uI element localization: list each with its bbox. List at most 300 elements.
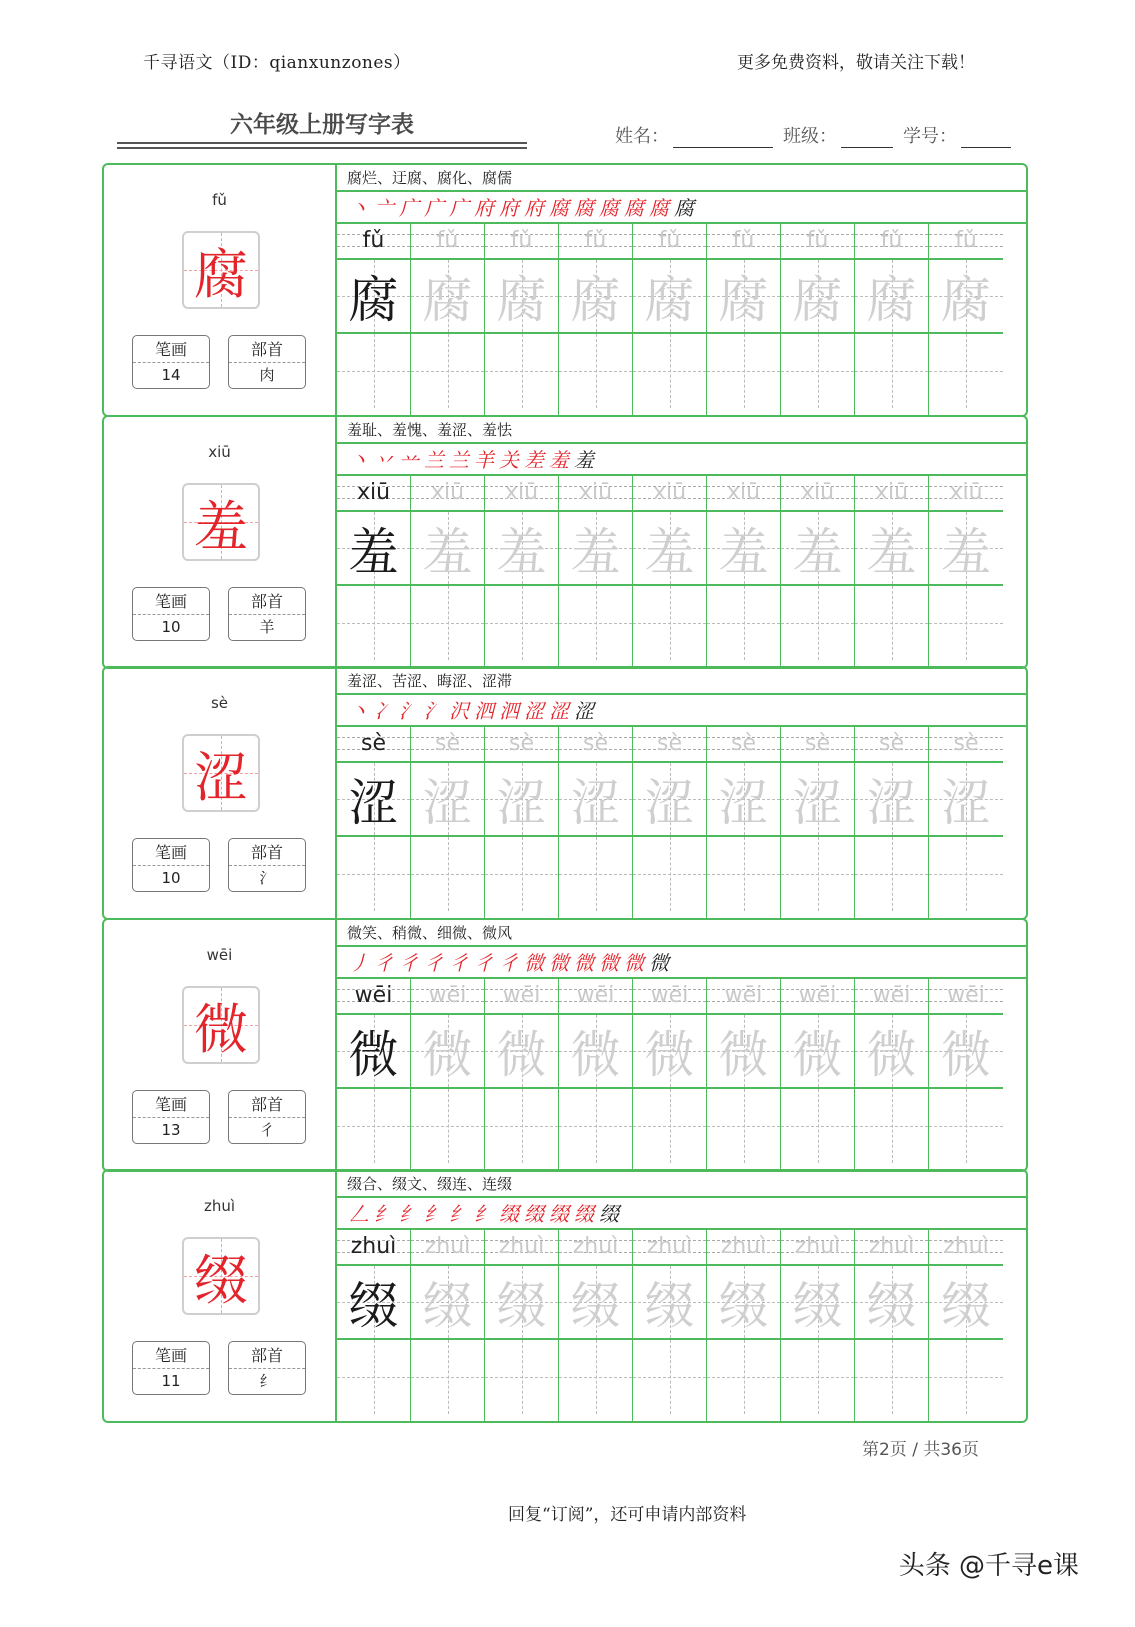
blank-writing-cell[interactable]	[929, 1089, 1003, 1163]
stroke-step: 缀	[524, 1202, 549, 1226]
radical-value: 羊	[259, 618, 275, 636]
pinyin-cell[interactable]: fǔ	[855, 224, 928, 260]
blank-writing-cell[interactable]	[485, 334, 558, 408]
stroke-step: 纟	[399, 1202, 424, 1226]
practice-column	[707, 476, 781, 669]
trace-cell[interactable]: 缀	[855, 1266, 928, 1340]
trace-cell[interactable]: 羞	[781, 512, 854, 586]
character-pinyin: wēi	[206, 946, 233, 964]
practice-column	[929, 727, 1003, 920]
blank-writing-cell[interactable]	[633, 1089, 706, 1163]
pinyin-cell[interactable]: wēi	[855, 979, 928, 1015]
blank-writing-cell[interactable]	[559, 1340, 632, 1414]
blank-writing-cell[interactable]	[707, 1089, 780, 1163]
blank-writing-cell[interactable]	[855, 334, 928, 408]
source-label: 千寻语文（ID：qianxunzones）	[143, 53, 411, 73]
pinyin-cell[interactable]: wēi	[707, 979, 780, 1015]
pinyin-cell[interactable]: wēi	[929, 979, 1003, 1015]
blank-writing-cell[interactable]	[633, 1340, 706, 1414]
pinyin-cell[interactable]: zhuì	[559, 1230, 632, 1266]
practice-column	[411, 727, 485, 920]
practice-column	[707, 979, 781, 1172]
stroke-step: 腐	[549, 196, 574, 220]
practice-column	[781, 979, 855, 1172]
trace-cell[interactable]: 缀	[781, 1266, 854, 1340]
pinyin-cell[interactable]: xiū	[707, 476, 780, 512]
trace-cell[interactable]: 腐	[781, 260, 854, 334]
trace-cell[interactable]: 涩	[929, 763, 1003, 837]
stroke-step: 腐	[599, 196, 624, 220]
practice-column	[781, 476, 855, 669]
stroke-step: 氵	[399, 699, 424, 723]
practice-column	[485, 224, 559, 417]
practice-column	[337, 1230, 411, 1423]
pinyin-cell[interactable]: sè	[633, 727, 706, 763]
practice-column	[929, 476, 1003, 669]
blank-writing-cell[interactable]	[781, 586, 854, 660]
character-pinyin: sè	[210, 694, 229, 712]
blank-writing-cell[interactable]	[559, 334, 632, 408]
character-info	[104, 1171, 337, 1421]
trace-cell[interactable]: 涩	[633, 763, 706, 837]
stroke-count-value: 14	[161, 366, 181, 384]
character-box	[182, 986, 260, 1064]
practice-column	[855, 979, 929, 1172]
blank-writing-cell[interactable]	[781, 837, 854, 911]
stroke-step: 腐	[649, 196, 674, 220]
practice-column	[337, 224, 411, 417]
stroke-step: 纟	[424, 1202, 449, 1226]
pinyin-cell[interactable]: zhuì	[337, 1230, 410, 1266]
practice-column	[633, 224, 707, 417]
stroke-step: 关	[499, 448, 524, 472]
practice-column	[337, 727, 411, 920]
trace-cell[interactable]: 缀	[929, 1266, 1003, 1340]
stroke-step: 府	[499, 196, 524, 220]
trace-cell[interactable]: 微	[485, 1015, 558, 1089]
radical-value: 氵	[259, 869, 275, 887]
radical-box	[228, 335, 306, 389]
character-box	[182, 231, 260, 309]
blank-writing-cell[interactable]	[707, 334, 780, 408]
blank-writing-cell[interactable]	[633, 837, 706, 911]
practice-column	[337, 476, 411, 669]
character-card	[102, 163, 1028, 417]
stroke-step: 泗	[474, 699, 499, 723]
blank-writing-cell[interactable]	[411, 586, 484, 660]
stroke-step: 兰	[449, 448, 474, 472]
trace-cell[interactable]: 羞	[929, 512, 1003, 586]
practice-column	[707, 1230, 781, 1423]
blank-writing-cell[interactable]	[559, 586, 632, 660]
stroke-step: 丶	[349, 196, 374, 220]
trace-cell[interactable]: 涩	[855, 763, 928, 837]
stroke-step: 彳	[424, 951, 449, 975]
pinyin-cell[interactable]: xiū	[485, 476, 558, 512]
pinyin-cell[interactable]: fǔ	[411, 224, 484, 260]
pinyin-cell[interactable]: xiū	[559, 476, 632, 512]
blank-writing-cell[interactable]	[929, 586, 1003, 660]
student-id-label: 学号：	[903, 126, 957, 147]
practice-column	[559, 727, 633, 920]
stroke-step: 䒑	[399, 448, 424, 472]
stroke-count-value: 11	[161, 1372, 181, 1390]
stroke-step: 府	[524, 196, 549, 220]
blank-writing-cell[interactable]	[707, 1340, 780, 1414]
pinyin-cell[interactable]: sè	[855, 727, 928, 763]
stroke-step: 涩	[574, 699, 599, 723]
trace-cell[interactable]: 腐	[485, 260, 558, 334]
practice-column	[633, 727, 707, 920]
trace-cell[interactable]: 腐	[633, 260, 706, 334]
trace-cell[interactable]: 羞	[411, 512, 484, 586]
practice-area	[337, 920, 1026, 1170]
practice-column	[411, 476, 485, 669]
blank-writing-cell[interactable]	[707, 837, 780, 911]
radical-value: 彳	[259, 1121, 275, 1139]
pinyin-cell[interactable]: wēi	[559, 979, 632, 1015]
blank-writing-cell[interactable]	[485, 1089, 558, 1163]
trace-cell[interactable]: 腐	[559, 260, 632, 334]
practice-column	[855, 476, 929, 669]
pinyin-cell[interactable]: fǔ	[707, 224, 780, 260]
pinyin-cell[interactable]: fǔ	[633, 224, 706, 260]
stroke-count-box	[132, 1090, 210, 1144]
blank-writing-cell[interactable]	[855, 1340, 928, 1414]
trace-cell[interactable]: 羞	[485, 512, 558, 586]
pinyin-cell[interactable]: sè	[337, 727, 410, 763]
stroke-step: 广	[449, 196, 474, 220]
practice-column	[411, 224, 485, 417]
trace-cell[interactable]: 腐	[411, 260, 484, 334]
practice-area	[337, 417, 1026, 667]
writing-grid	[337, 727, 1026, 920]
pinyin-cell[interactable]: xiū	[781, 476, 854, 512]
stroke-count-value: 13	[161, 1121, 181, 1139]
stroke-step: 羞	[549, 448, 574, 472]
practice-column	[337, 979, 411, 1172]
stroke-step: 丿	[349, 951, 374, 975]
blank-writing-cell[interactable]	[929, 837, 1003, 911]
stroke-order	[337, 695, 1026, 727]
practice-column	[929, 979, 1003, 1172]
character-box	[182, 483, 260, 561]
pinyin-cell[interactable]: xiū	[633, 476, 706, 512]
character-card	[102, 918, 1028, 1172]
radical-value: 肉	[259, 366, 275, 384]
character: 微	[194, 997, 248, 1061]
trace-cell[interactable]: 羞	[559, 512, 632, 586]
trace-cell[interactable]: 羞	[337, 512, 410, 586]
stroke-step: 纟	[474, 1202, 499, 1226]
trace-cell[interactable]: 微	[559, 1015, 632, 1089]
trace-cell[interactable]: 微	[633, 1015, 706, 1089]
practice-column	[781, 1230, 855, 1423]
stroke-count-box	[132, 335, 210, 389]
blank-writing-cell[interactable]	[337, 1340, 410, 1414]
watermark: 头条 @千寻e课	[898, 1551, 1079, 1581]
trace-cell[interactable]: 缀	[485, 1266, 558, 1340]
practice-column	[633, 476, 707, 669]
pinyin-cell[interactable]: zhuì	[633, 1230, 706, 1266]
writing-grid	[337, 1230, 1026, 1423]
radical-label: 部首	[229, 839, 305, 866]
practice-column	[559, 224, 633, 417]
blank-writing-cell[interactable]	[855, 586, 928, 660]
stroke-step: 腐	[674, 196, 699, 220]
stroke-step: 羊	[474, 448, 499, 472]
trace-cell[interactable]: 微	[781, 1015, 854, 1089]
blank-writing-cell[interactable]	[485, 837, 558, 911]
trace-cell[interactable]: 缀	[559, 1266, 632, 1340]
blank-writing-cell[interactable]	[411, 1089, 484, 1163]
stroke-order	[337, 192, 1026, 224]
trace-cell[interactable]: 羞	[707, 512, 780, 586]
stroke-step: 微	[599, 951, 624, 975]
pinyin-cell[interactable]: fǔ	[559, 224, 632, 260]
practice-area	[337, 1171, 1026, 1421]
practice-column	[781, 727, 855, 920]
character-info	[104, 165, 337, 415]
pinyin-cell[interactable]: sè	[781, 727, 854, 763]
practice-column	[781, 224, 855, 417]
practice-column	[411, 979, 485, 1172]
character-pinyin: zhuì	[203, 1197, 236, 1215]
trace-cell[interactable]: 腐	[707, 260, 780, 334]
blank-writing-cell[interactable]	[929, 1340, 1003, 1414]
trace-cell[interactable]: 缀	[411, 1266, 484, 1340]
pinyin-cell[interactable]: wēi	[781, 979, 854, 1015]
pinyin-cell[interactable]: sè	[411, 727, 484, 763]
stroke-step: 差	[524, 448, 549, 472]
trace-cell[interactable]: 涩	[337, 763, 410, 837]
blank-writing-cell[interactable]	[929, 334, 1003, 408]
trace-cell[interactable]: 微	[411, 1015, 484, 1089]
practice-column	[929, 224, 1003, 417]
radical-box	[228, 587, 306, 641]
pinyin-cell[interactable]: xiū	[929, 476, 1003, 512]
trace-cell[interactable]: 羞	[633, 512, 706, 586]
stroke-count-label: 笔画	[133, 336, 209, 363]
character-card	[102, 666, 1028, 920]
pinyin-cell[interactable]: sè	[929, 727, 1003, 763]
stroke-step: 广	[399, 196, 424, 220]
page-title: 六年级上册写字表	[230, 112, 414, 138]
blank-writing-cell[interactable]	[411, 334, 484, 408]
pinyin-cell[interactable]: xiū	[855, 476, 928, 512]
pinyin-cell[interactable]: zhuì	[411, 1230, 484, 1266]
stroke-step: 涩	[524, 699, 549, 723]
stroke-step: 𠃋	[349, 1202, 374, 1226]
trace-cell[interactable]: 微	[929, 1015, 1003, 1089]
pinyin-cell[interactable]: fǔ	[929, 224, 1003, 260]
pinyin-cell[interactable]: zhuì	[855, 1230, 928, 1266]
stroke-step: 氵	[424, 699, 449, 723]
character-info	[104, 668, 337, 918]
blank-writing-cell[interactable]	[707, 586, 780, 660]
name-field[interactable]	[673, 126, 773, 148]
stroke-count-value: 10	[161, 869, 181, 887]
stroke-step: 彳	[499, 951, 524, 975]
radical-label: 部首	[229, 1342, 305, 1369]
vocabulary-words: 腐烂、迂腐、腐化、腐儒	[337, 165, 1026, 192]
blank-writing-cell[interactable]	[337, 1089, 410, 1163]
stroke-order	[337, 1198, 1026, 1230]
trace-cell[interactable]: 腐	[337, 260, 410, 334]
trace-cell[interactable]: 涩	[485, 763, 558, 837]
radical-box	[228, 838, 306, 892]
trace-cell[interactable]: 缀	[633, 1266, 706, 1340]
practice-column	[855, 1230, 929, 1423]
character-card	[102, 1169, 1028, 1423]
trace-cell[interactable]: 涩	[707, 763, 780, 837]
blank-writing-cell[interactable]	[411, 1340, 484, 1414]
stroke-step: 丷	[374, 448, 399, 472]
practice-column	[633, 979, 707, 1172]
stroke-step: 府	[474, 196, 499, 220]
blank-writing-cell[interactable]	[855, 1089, 928, 1163]
pinyin-cell[interactable]: wēi	[633, 979, 706, 1015]
writing-grid	[337, 979, 1026, 1172]
blank-writing-cell[interactable]	[781, 1089, 854, 1163]
stroke-step: 彳	[374, 951, 399, 975]
pinyin-cell[interactable]: xiū	[411, 476, 484, 512]
blank-writing-cell[interactable]	[559, 837, 632, 911]
pinyin-cell[interactable]: zhuì	[485, 1230, 558, 1266]
radical-box	[228, 1341, 306, 1395]
character-pinyin: xiū	[208, 443, 231, 461]
blank-writing-cell[interactable]	[485, 1340, 558, 1414]
pinyin-cell[interactable]: sè	[559, 727, 632, 763]
radical-label: 部首	[229, 1091, 305, 1118]
radical-label: 部首	[229, 588, 305, 615]
pinyin-cell[interactable]: wēi	[337, 979, 410, 1015]
stroke-step: 彳	[399, 951, 424, 975]
writing-grid	[337, 224, 1026, 417]
pinyin-cell[interactable]: zhuì	[929, 1230, 1003, 1266]
character: 缀	[194, 1248, 248, 1312]
stroke-step: 微	[649, 951, 674, 975]
stroke-step: 微	[624, 951, 649, 975]
stroke-step: 纟	[374, 1202, 399, 1226]
pinyin-cell[interactable]: fǔ	[781, 224, 854, 260]
trace-cell[interactable]: 微	[337, 1015, 410, 1089]
student-id-field[interactable]	[961, 126, 1011, 148]
stroke-count-label: 笔画	[133, 588, 209, 615]
pinyin-cell[interactable]: fǔ	[485, 224, 558, 260]
pinyin-cell[interactable]: wēi	[411, 979, 484, 1015]
blank-writing-cell[interactable]	[633, 334, 706, 408]
pinyin-cell[interactable]: sè	[485, 727, 558, 763]
writing-grid	[337, 476, 1026, 669]
pinyin-cell[interactable]: sè	[707, 727, 780, 763]
practice-column	[559, 476, 633, 669]
blank-writing-cell[interactable]	[485, 586, 558, 660]
pinyin-cell[interactable]: fǔ	[337, 224, 410, 260]
page-number: 第2页 / 共36页	[862, 1440, 979, 1460]
pinyin-cell[interactable]: wēi	[485, 979, 558, 1015]
character-info	[104, 920, 337, 1170]
blank-writing-cell[interactable]	[855, 837, 928, 911]
pinyin-cell[interactable]: zhuì	[707, 1230, 780, 1266]
stroke-step: 腐	[574, 196, 599, 220]
stroke-step: 冫	[374, 699, 399, 723]
download-note: 更多免费资料，敬请关注下载！	[737, 53, 975, 73]
trace-cell[interactable]: 缀	[707, 1266, 780, 1340]
practice-column	[929, 1230, 1003, 1423]
stroke-step: 泗	[499, 699, 524, 723]
practice-area	[337, 165, 1026, 415]
pinyin-cell[interactable]: zhuì	[781, 1230, 854, 1266]
trace-cell[interactable]: 腐	[929, 260, 1003, 334]
trace-cell[interactable]: 涩	[411, 763, 484, 837]
radical-label: 部首	[229, 336, 305, 363]
trace-cell[interactable]: 涩	[781, 763, 854, 837]
character-card	[102, 415, 1028, 669]
character-pinyin: fǔ	[212, 191, 227, 209]
stroke-step: 彳	[474, 951, 499, 975]
stroke-step: 缀	[574, 1202, 599, 1226]
practice-column	[559, 1230, 633, 1423]
trace-cell[interactable]: 微	[707, 1015, 780, 1089]
stroke-count-box	[132, 1341, 210, 1395]
blank-writing-cell[interactable]	[781, 1340, 854, 1414]
blank-writing-cell[interactable]	[337, 334, 410, 408]
practice-column	[411, 1230, 485, 1423]
trace-cell[interactable]: 羞	[855, 512, 928, 586]
stroke-step: 缀	[599, 1202, 624, 1226]
pinyin-cell[interactable]: xiū	[337, 476, 410, 512]
radical-box	[228, 1090, 306, 1144]
character-info	[104, 417, 337, 667]
class-field[interactable]	[841, 126, 893, 148]
practice-column	[485, 476, 559, 669]
stroke-step: 缀	[499, 1202, 524, 1226]
title-underline	[117, 142, 527, 144]
practice-column	[633, 1230, 707, 1423]
vocabulary-words: 羞耻、羞愧、羞涩、羞怯	[337, 417, 1026, 444]
stroke-step: 彳	[449, 951, 474, 975]
blank-writing-cell[interactable]	[559, 1089, 632, 1163]
blank-writing-cell[interactable]	[337, 837, 410, 911]
blank-writing-cell[interactable]	[411, 837, 484, 911]
blank-writing-cell[interactable]	[337, 586, 410, 660]
trace-cell[interactable]: 涩	[559, 763, 632, 837]
trace-cell[interactable]: 缀	[337, 1266, 410, 1340]
character: 涩	[194, 745, 248, 809]
character-box	[182, 1237, 260, 1315]
stroke-step: 微	[574, 951, 599, 975]
stroke-count-label: 笔画	[133, 839, 209, 866]
stroke-step: 涩	[549, 699, 574, 723]
stroke-step: 广	[424, 196, 449, 220]
practice-column	[855, 224, 929, 417]
practice-column	[855, 727, 929, 920]
stroke-step: 羞	[574, 448, 599, 472]
stroke-step: 兰	[424, 448, 449, 472]
trace-cell[interactable]: 腐	[855, 260, 928, 334]
stroke-count-box	[132, 587, 210, 641]
stroke-count-box	[132, 838, 210, 892]
stroke-order	[337, 444, 1026, 476]
character-box	[182, 734, 260, 812]
practice-column	[707, 224, 781, 417]
stroke-step: 纟	[449, 1202, 474, 1226]
blank-writing-cell[interactable]	[633, 586, 706, 660]
trace-cell[interactable]: 微	[855, 1015, 928, 1089]
practice-column	[485, 727, 559, 920]
blank-writing-cell[interactable]	[781, 334, 854, 408]
